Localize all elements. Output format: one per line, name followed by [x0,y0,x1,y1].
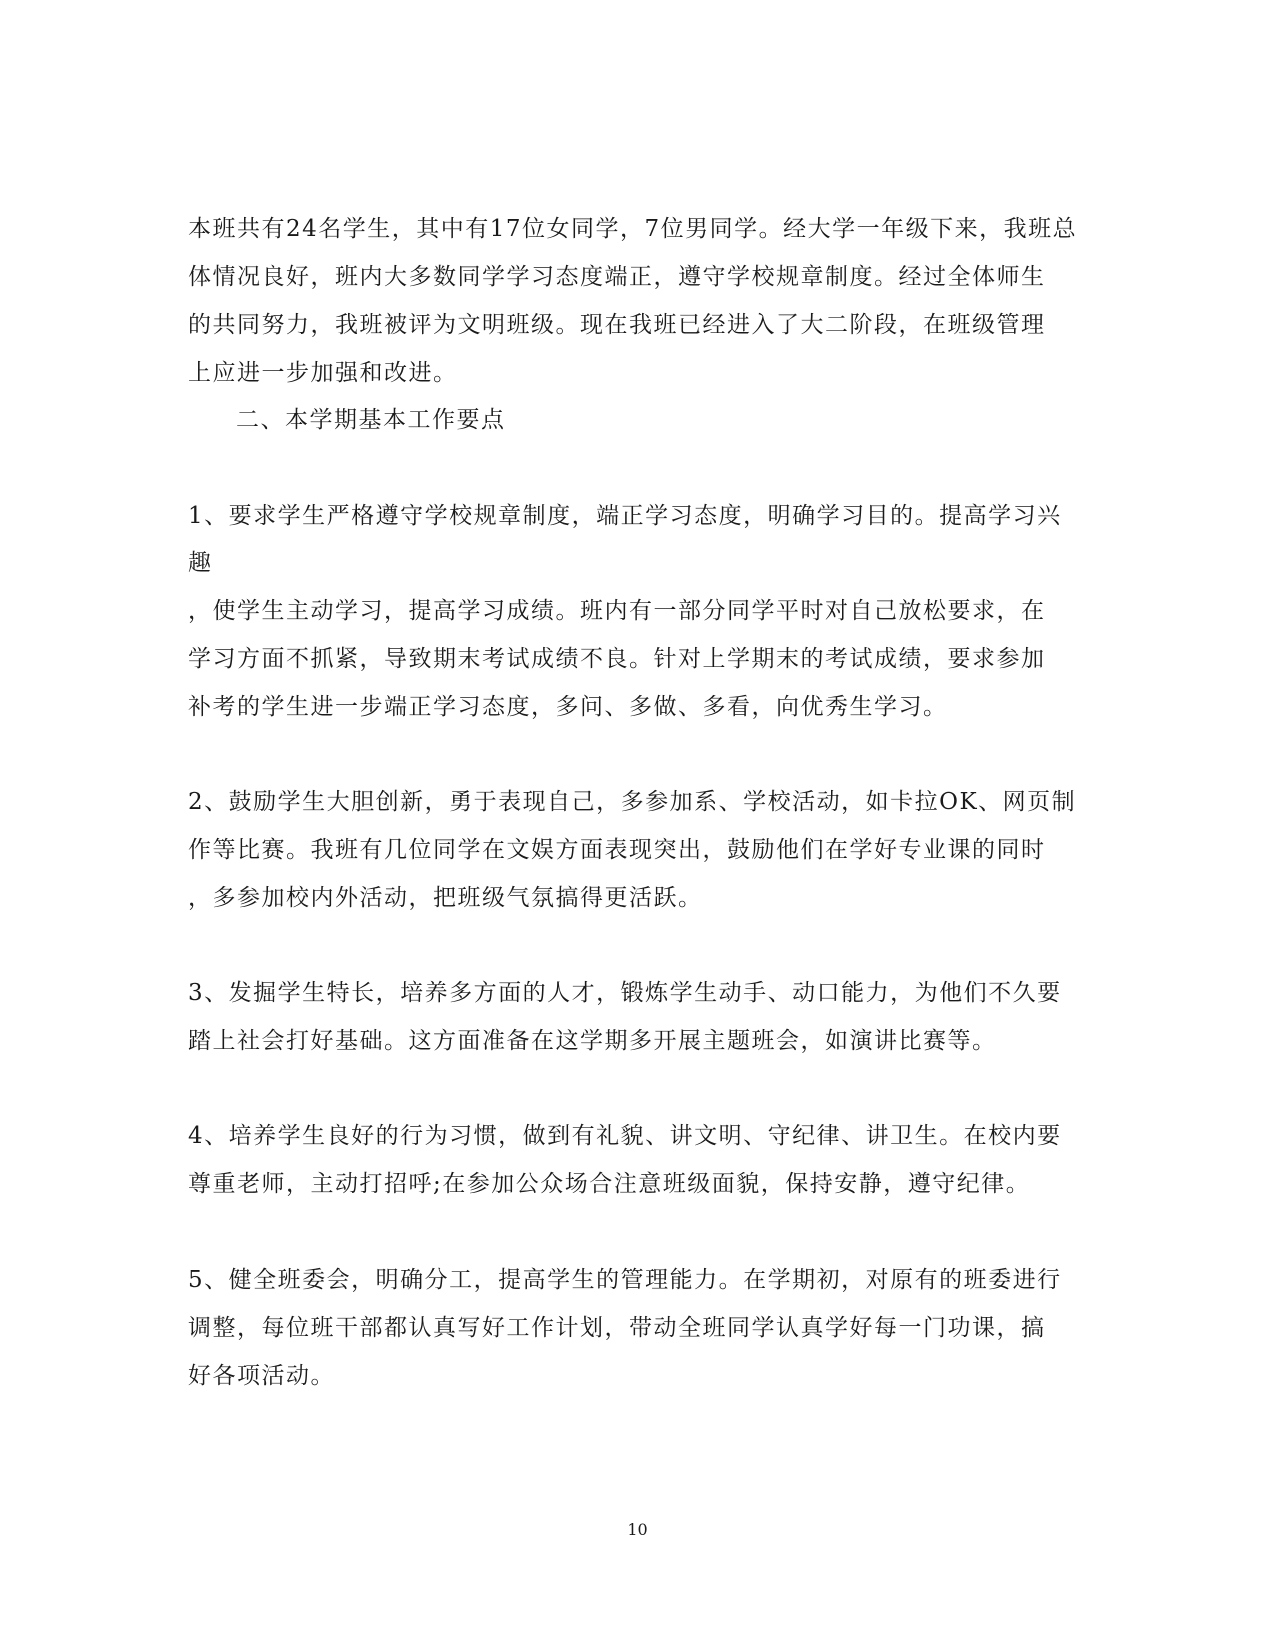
item-4-line-2: 尊重老师，主动打招呼;在参加公众场合注意班级面貌，保持安静，遵守纪律。 [188,1171,1031,1197]
intro-line-1: 本班共有24名学生，其中有17位女同学，7位男同学。经大学一年级下来，我班总 [188,216,1078,242]
section-heading: 二、本学期基本工作要点 [236,407,506,433]
item-5-line-2: 调整，每位班干部都认真写好工作计划，带动全班同学认真学好每一门功课，搞 [188,1315,1046,1341]
item-2-line-1: 2、鼓励学生大胆创新，勇于表现自己，多参加系、学校活动，如卡拉OK、网页制 [188,789,1077,815]
item-1-line-3: ，使学生主动学习，提高学习成绩。班内有一部分同学平时对自己放松要求，在 [188,598,1046,624]
intro-line-2: 体情况良好，班内大多数同学学习态度端正，遵守学校规章制度。经过全体师生 [188,264,1046,290]
item-1-line-1: 1、要求学生严格遵守学校规章制度，端正学习态度，明确学习目的。提高学习兴 [188,503,1062,529]
item-2-line-3: ，多参加校内外活动，把班级气氛搞得更活跃。 [188,885,703,911]
item-2-line-2: 作等比赛。我班有几位同学在文娱方面表现突出，鼓励他们在学好专业课的同时 [188,837,1046,863]
intro-line-3: 的共同努力，我班被评为文明班级。现在我班已经进入了大二阶段，在班级管理 [188,312,1046,338]
item-1-line-2: 趣 [188,550,213,576]
item-1-line-5: 补考的学生进一步端正学习态度，多问、多做、多看，向优秀生学习。 [188,694,948,720]
item-5-line-3: 好各项活动。 [188,1363,335,1389]
intro-line-4: 上应进一步加强和改进。 [188,360,458,386]
page-number: 10 [627,1520,648,1539]
item-3-line-2: 踏上社会打好基础。这方面准备在这学期多开展主题班会，如演讲比赛等。 [188,1028,997,1054]
item-5-line-1: 5、健全班委会，明确分工，提高学生的管理能力。在学期初，对原有的班委进行 [188,1267,1062,1293]
item-1-line-4: 学习方面不抓紧，导致期末考试成绩不良。针对上学期末的考试成绩，要求参加 [188,646,1046,672]
item-4-line-1: 4、培养学生良好的行为习惯，做到有礼貌、讲文明、守纪律、讲卫生。在校内要 [188,1123,1062,1149]
item-3-line-1: 3、发掘学生特长，培养多方面的人才，锻炼学生动手、动口能力，为他们不久要 [188,980,1062,1006]
